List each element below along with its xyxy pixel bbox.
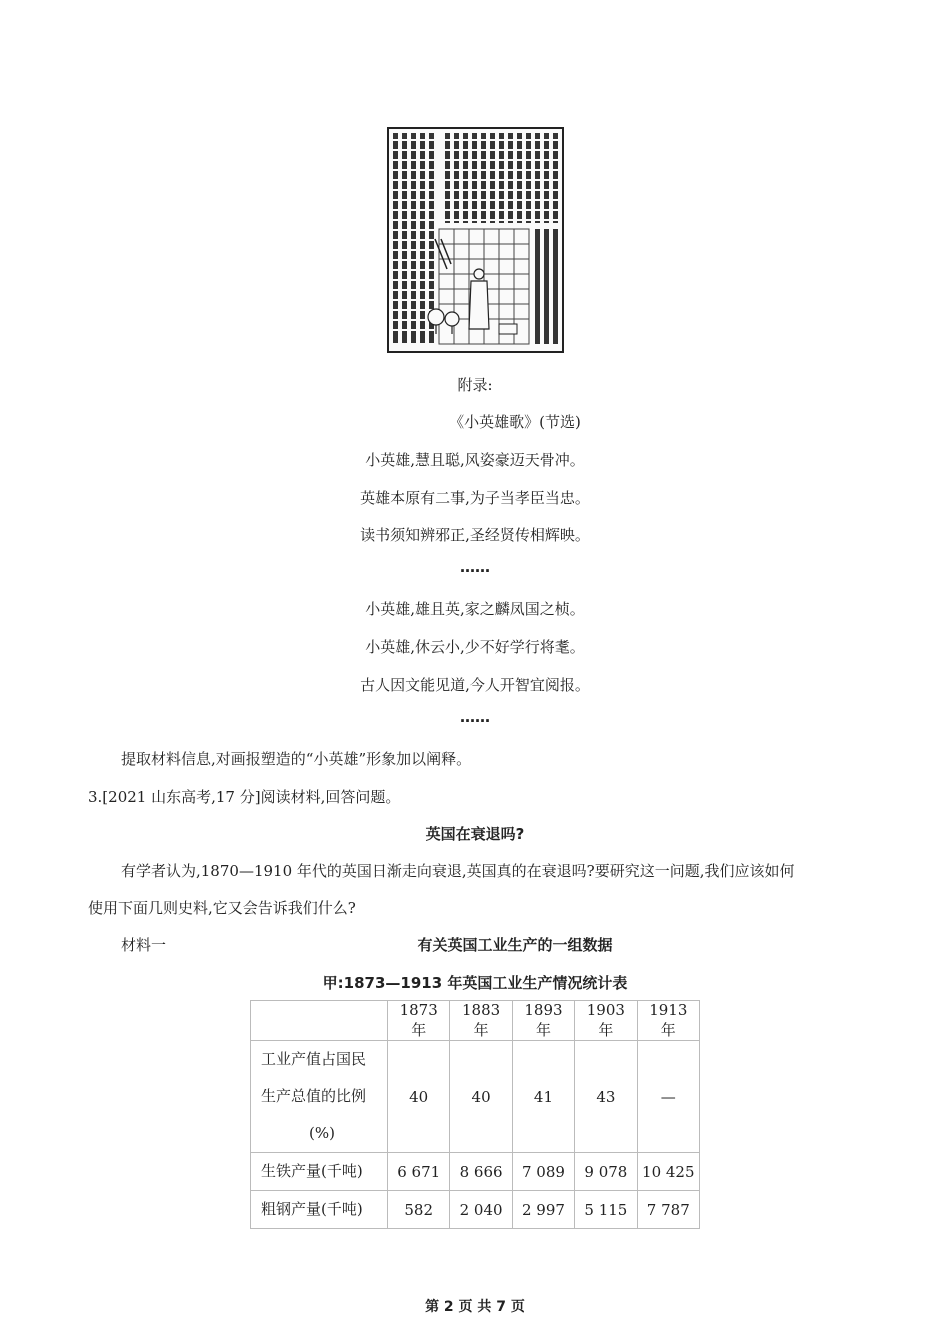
song-line: 英雄本原有二事,为子当孝臣当忠。: [360, 489, 590, 507]
table-cell: 40: [450, 1041, 512, 1153]
table-cell: 6 671: [388, 1153, 450, 1191]
song-line: 古人因文能见道,今人开智宜阅报。: [360, 676, 590, 694]
question3-heading: 3.[2021 山东高考,17 分]阅读材料,回答问题。: [88, 788, 401, 806]
year-header: 1883 年: [450, 1001, 512, 1041]
industry-stats-table: [250, 1000, 700, 1229]
song-title: 《小英雄歌》(节选): [449, 413, 581, 431]
table-title: 甲:1873—1913 年英国工业生产情况统计表: [322, 974, 628, 992]
table-cell: 41: [512, 1041, 574, 1153]
ellipsis: ……: [460, 558, 490, 576]
table-corner-cell: [251, 1001, 388, 1041]
song-line: 小英雄,休云小,少不好学行将耄。: [365, 638, 585, 656]
newspaper-drawing: [389, 129, 562, 351]
row-label: 粗钢产量(千吨): [251, 1191, 388, 1229]
table-cell: 5 115: [575, 1191, 637, 1229]
song-line: 读书须知辨邪正,圣经贤传相辉映。: [360, 526, 590, 544]
intro-text-line2: 使用下面几则史料,它又会告诉我们什么?: [88, 899, 356, 917]
question-prompt: 提取材料信息,对画报塑造的“小英雄”形象加以阐释。: [121, 750, 472, 768]
table-cell: 7 787: [637, 1191, 699, 1229]
ellipsis: ……: [460, 708, 490, 726]
table-cell: —: [637, 1041, 699, 1153]
question3-title: 英国在衰退吗?: [425, 825, 525, 843]
table-row: [251, 1041, 700, 1153]
table-cell: 7 089: [512, 1153, 574, 1191]
row-label: 工业产值占国民 生产总值的比例 (%): [251, 1041, 388, 1153]
table-row: [251, 1191, 700, 1229]
table-cell: 40: [388, 1041, 450, 1153]
year-header: 1893 年: [512, 1001, 574, 1041]
newspaper-illustration: [387, 127, 564, 353]
table-cell: 10 425: [637, 1153, 699, 1191]
song-line: 小英雄,慧且聪,风姿豪迈天骨冲。: [365, 451, 585, 469]
year-header: 1873 年: [388, 1001, 450, 1041]
table-row: [251, 1153, 700, 1191]
year-header: 1903 年: [575, 1001, 637, 1041]
year-header: 1913 年: [637, 1001, 699, 1041]
material-title: 有关英国工业生产的一组数据: [417, 936, 613, 954]
table-cell: 582: [388, 1191, 450, 1229]
material-label: 材料一: [121, 936, 167, 954]
page-number: 第 2 页 共 7 页: [425, 1299, 525, 1315]
song-line: 小英雄,雄且英,家之麟凤国之桢。: [365, 600, 585, 618]
table-cell: 2 040: [450, 1191, 512, 1229]
appendix-label: 附录:: [457, 376, 493, 394]
table-cell: 2 997: [512, 1191, 574, 1229]
table-cell: 9 078: [575, 1153, 637, 1191]
table-cell: 43: [575, 1041, 637, 1153]
intro-text-line1: 有学者认为,1870—1910 年代的英国日渐走向衰退,英国真的在衰退吗?要研究这一问题,我们应该如何: [121, 862, 795, 880]
row-label: 生铁产量(千吨): [251, 1153, 388, 1191]
table-header-row: [251, 1001, 700, 1041]
table-cell: 8 666: [450, 1153, 512, 1191]
